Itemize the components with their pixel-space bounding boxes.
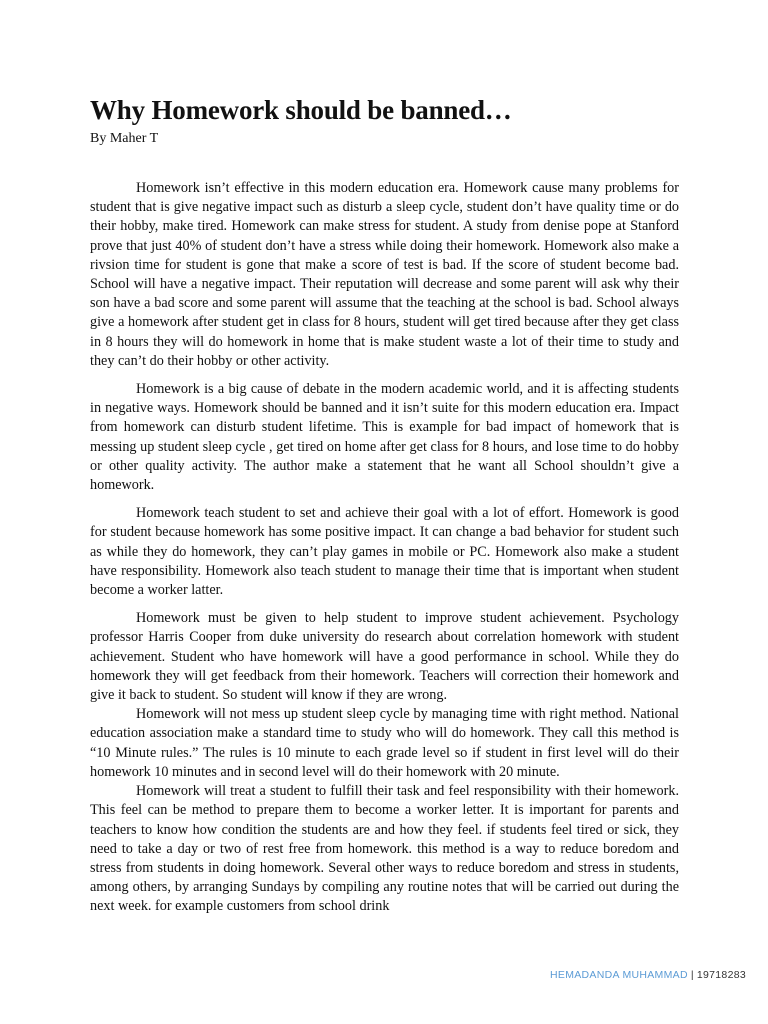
footer-separator: | <box>690 969 694 981</box>
paragraph-5: Homework will not mess up student sleep cycle by managing time with right method. National education association make a standard time to study who will do homework. They call this method is “10 Minute rules.” The rules is 10 minute to each grade level so if student in first level will do their homework 10 minutes and in second level will do their homework with 20 minute. <box>90 706 679 780</box>
document-author: By Maher T <box>90 131 159 146</box>
paragraph-4: Homework must be given to help student to improve student achievement. Psychology professor Harris Cooper from duke university do research about correlation homework with student achievement. Student who have homework will have a good performance in school. While they do homework they will get feedback from their homework. Teachers will correction their homework and give it back to student. So student will know if they are wrong. <box>90 610 679 704</box>
document-page <box>90 94 679 917</box>
document-title: Why Homework should be banned… <box>90 95 512 125</box>
document-body <box>90 179 679 917</box>
page-footer <box>550 969 746 981</box>
paragraph-2: Homework is a big cause of debate in the modern academic world, and it is affecting students in negative ways. Homework should be banned and it isn’t suite for this modern education era. Impact from homework can disturb student lifetime. This is example for bad impact of homework that is messing up student sleep cycle , get tired on home after get class for 8 hours, and lose time to do hobby or other quality activity. The author make a statement that he want all School shouldn’t give a homework. <box>90 381 679 494</box>
paragraph-6: Homework will treat a student to fulfill their task and feel responsibility with their homework. This feel can be method to prepare them to become a worker letter. It is important for parents and teachers to know how condition the students are and how they feel. if students feel tired or sick, they need to take a day or two of rest free from homework. this method is a way to reduce boredom and stress from students in doing homework. Several other ways to reduce boredom and stress in students, among others, by arranging Sundays by compiling any routine notes that will be carried out during the next week. for example customers from school drink <box>90 783 679 915</box>
footer-author-name: HEMADANDA MUHAMMAD <box>550 969 688 981</box>
footer-student-id: 19718283 <box>696 969 746 981</box>
paragraph-3: Homework teach student to set and achieve their goal with a lot of effort. Homework is good for student because homework has some positive impact. It can change a bad behavior for student such as while they do homework, they can’t play games in mobile or PC. Homework also make a student have responsibility. Homework also teach student to manage their time that is important when student become a worker latter. <box>90 505 679 599</box>
paragraph-1: Homework isn’t effective in this modern education era. Homework cause many problems for student that is give negative impact such as disturb a sleep cycle, student don’t have quality time or do their hobby, make tired. Homework can make stress for student. A study from denise pope at Stanford prove that just 40% of student don’t have a stress while doing their homework. Homework also make a rivsion time for student is gone that make a score of test is bad. If the score of student become bad. School will have a negative impact. Their reputation will decrease and some parent will ask why their son have a bad score and some parent will assume that the teaching at the school is bad. School always give a homework after student get in class for 8 hours, student will get tired because after they get class in 8 hours they will do homework in home that is make student waste a lot of their time to study and they can’t do their hobby or other activity. <box>90 180 679 369</box>
